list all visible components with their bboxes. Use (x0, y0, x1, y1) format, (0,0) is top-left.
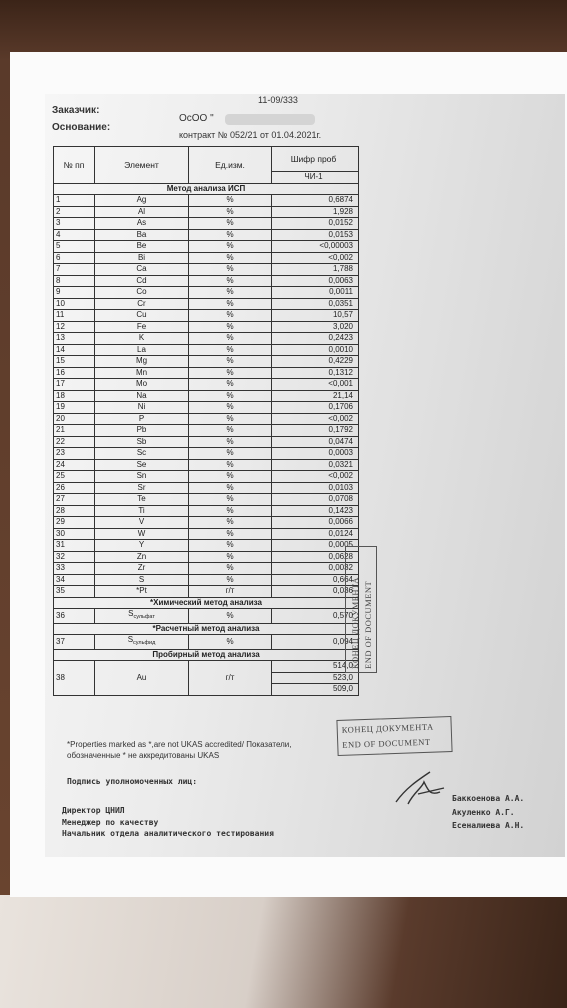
table-row (54, 390, 359, 402)
element-symbol: Y (95, 540, 189, 552)
result-value: 0,094 (272, 635, 359, 650)
row-number: 38 (54, 661, 95, 696)
method-icp: Метод анализа ИСП (54, 183, 359, 195)
row-number: 5 (54, 241, 95, 253)
table-row (54, 563, 359, 575)
unit: % (189, 206, 272, 218)
table-row (54, 321, 359, 333)
unit: % (189, 252, 272, 264)
table-row (54, 310, 359, 322)
element-symbol: Co (95, 287, 189, 299)
result-value: 509,0 (272, 684, 359, 696)
row-number: 31 (54, 540, 95, 552)
table-row (54, 264, 359, 276)
unit: % (189, 459, 272, 471)
method-row-fire-assay-label: Пробирный метод анализа (54, 649, 359, 661)
table-row (54, 218, 359, 230)
result-value: 0,570 (272, 609, 359, 624)
element-symbol (95, 635, 189, 650)
unit: г/т (189, 661, 272, 696)
element-symbol: K (95, 333, 189, 345)
element-symbol: S (95, 574, 189, 586)
unit: % (189, 379, 272, 391)
unit: % (189, 390, 272, 402)
element-symbol: Zn (95, 551, 189, 563)
result-value: 0,4229 (272, 356, 359, 368)
result-value: <0,002 (272, 413, 359, 425)
result-value: 0,0708 (272, 494, 359, 506)
table-row (54, 241, 359, 253)
result-value: 0,0321 (272, 459, 359, 471)
unit: % (189, 482, 272, 494)
end-of-document-stamp-vertical (345, 546, 377, 673)
row-number: 7 (54, 264, 95, 276)
end-of-document-stamp-horizontal (336, 716, 452, 756)
element-symbol-main: S (128, 609, 134, 618)
result-value: <0,002 (272, 471, 359, 483)
unit: % (189, 218, 272, 230)
element-symbol: Ba (95, 229, 189, 241)
element-symbol: Sb (95, 436, 189, 448)
row-number: 4 (54, 229, 95, 241)
col-element-header: Элемент (95, 147, 189, 184)
row-number: 19 (54, 402, 95, 414)
table-row (54, 413, 359, 425)
row-number: 21 (54, 425, 95, 437)
result-value: 0,0063 (272, 275, 359, 287)
row-number: 12 (54, 321, 95, 333)
result-value: 523,0 (272, 672, 359, 684)
method-row-fire-assay (54, 649, 359, 661)
element-symbol-subscript: сульфат (133, 614, 155, 620)
table-row (54, 367, 359, 379)
result-value: 0,0005 (272, 540, 359, 552)
element-symbol: Cu (95, 310, 189, 322)
unit: % (189, 540, 272, 552)
element-symbol: Ag (95, 195, 189, 207)
table-row (54, 298, 359, 310)
table-row-38-part (54, 661, 359, 673)
element-symbol-subscript: сульфид (133, 640, 156, 646)
result-value: 0,0066 (272, 517, 359, 529)
result-value: 0,1792 (272, 425, 359, 437)
table-row (54, 459, 359, 471)
result-value: <0,002 (272, 252, 359, 264)
unit: % (189, 528, 272, 540)
customer-value: ОсОО " (179, 113, 214, 124)
signatures-heading: Подпись уполномоченных лиц: (67, 777, 198, 786)
row-number: 3 (54, 218, 95, 230)
result-value: 0,0003 (272, 448, 359, 460)
result-value: 0,664 (272, 574, 359, 586)
table-row (54, 206, 359, 218)
table-row (54, 195, 359, 207)
result-value: 0,0474 (272, 436, 359, 448)
sample-code: ЧИ-1 (272, 172, 359, 184)
element-symbol: Fe (95, 321, 189, 333)
background-cloth (0, 895, 567, 1008)
unit: % (189, 287, 272, 299)
table-row-36 (54, 609, 359, 624)
table-row (54, 252, 359, 264)
row-number: 23 (54, 448, 95, 460)
result-value: 0,0011 (272, 287, 359, 299)
unit: % (189, 275, 272, 287)
stamp-text-ru: КОНЕЦ ДОКУМЕНТА (350, 577, 360, 669)
col-sample-header: Шифр проб (272, 147, 359, 172)
table-row (54, 229, 359, 241)
result-value: 0,0153 (272, 229, 359, 241)
unit: % (189, 436, 272, 448)
element-symbol: Ni (95, 402, 189, 414)
element-symbol: V (95, 517, 189, 529)
table-row (54, 402, 359, 414)
col-unit-header: Ед.изм. (189, 147, 272, 184)
unit: % (189, 494, 272, 506)
row-number: 11 (54, 310, 95, 322)
element-symbol: Ca (95, 264, 189, 276)
unit: % (189, 563, 272, 575)
row-number: 13 (54, 333, 95, 345)
unit: % (189, 344, 272, 356)
row-number: 29 (54, 517, 95, 529)
row-number: 22 (54, 436, 95, 448)
result-value: 0,0628 (272, 551, 359, 563)
basis-label: Основание: (52, 122, 111, 133)
unit: % (189, 321, 272, 333)
unit: % (189, 298, 272, 310)
unit: % (189, 425, 272, 437)
row-number: 10 (54, 298, 95, 310)
footnote-line-1: *Properties marked as *,are not UKAS accredited/ Показатели, (67, 740, 292, 749)
unit: % (189, 402, 272, 414)
element-symbol: Cr (95, 298, 189, 310)
element-symbol: Sn (95, 471, 189, 483)
row-number: 33 (54, 563, 95, 575)
row-number: 15 (54, 356, 95, 368)
element-symbol: Cd (95, 275, 189, 287)
element-symbol-main: S (127, 635, 134, 644)
row-number: 36 (54, 609, 95, 624)
table-row-37 (54, 635, 359, 650)
element-symbol: P (95, 413, 189, 425)
col-num-header: № пп (54, 147, 95, 184)
table-row (54, 333, 359, 345)
table-row (54, 494, 359, 506)
method-row-chemical-label: *Химический метод анализа (54, 597, 359, 609)
element-symbol: Be (95, 241, 189, 253)
row-number: 6 (54, 252, 95, 264)
result-value: 0,036 (272, 586, 359, 598)
element-symbol: Te (95, 494, 189, 506)
result-value: 0,1706 (272, 402, 359, 414)
table-row (54, 436, 359, 448)
table-row (54, 540, 359, 552)
result-value: 3,020 (272, 321, 359, 333)
result-value: 0,0351 (272, 298, 359, 310)
row-number: 27 (54, 494, 95, 506)
result-value: <0,00003 (272, 241, 359, 253)
name-head-of-department: Есеналиева А.Н. (452, 821, 525, 830)
row-number: 1 (54, 195, 95, 207)
row-number: 25 (54, 471, 95, 483)
stamp-text-en: END OF DOCUMENT (363, 580, 373, 669)
table-row (54, 551, 359, 563)
unit: % (189, 574, 272, 586)
row-number: 28 (54, 505, 95, 517)
method-row-icp (54, 183, 359, 195)
table-row (54, 517, 359, 529)
unit: % (189, 367, 272, 379)
results-table (53, 146, 359, 696)
element-symbol: Mg (95, 356, 189, 368)
result-value: 0,0152 (272, 218, 359, 230)
unit: % (189, 448, 272, 460)
method-row-chemical (54, 597, 359, 609)
table-row (54, 275, 359, 287)
row-number: 14 (54, 344, 95, 356)
element-symbol: Sc (95, 448, 189, 460)
unit: % (189, 635, 272, 650)
row-number: 35 (54, 586, 95, 598)
role-quality-manager: Менеджер по качеству (62, 818, 159, 827)
table-header-row (54, 147, 359, 172)
element-symbol: Ti (95, 505, 189, 517)
element-symbol: Se (95, 459, 189, 471)
result-value: 0,2423 (272, 333, 359, 345)
unit: % (189, 517, 272, 529)
unit: % (189, 264, 272, 276)
table-row (54, 448, 359, 460)
row-number: 16 (54, 367, 95, 379)
row-number: 37 (54, 635, 95, 650)
table-row (54, 356, 359, 368)
table-row (54, 379, 359, 391)
table-row (54, 586, 359, 598)
result-value: 0,1423 (272, 505, 359, 517)
table-row (54, 505, 359, 517)
result-value: 0,6874 (272, 195, 359, 207)
row-number: 32 (54, 551, 95, 563)
basis-value: контракт № 052/21 от 01.04.2021г. (179, 130, 322, 140)
table-row (54, 528, 359, 540)
unit: % (189, 505, 272, 517)
result-value: 514,0 (272, 661, 359, 673)
method-row-calculated (54, 623, 359, 635)
unit: % (189, 471, 272, 483)
element-symbol: Pb (95, 425, 189, 437)
element-symbol: Zr (95, 563, 189, 575)
table-row (54, 574, 359, 586)
row-number: 24 (54, 459, 95, 471)
element-symbol: As (95, 218, 189, 230)
unit: % (189, 356, 272, 368)
result-value: 0,0010 (272, 344, 359, 356)
method-row-calculated-label: *Расчетный метод анализа (54, 623, 359, 635)
unit: % (189, 609, 272, 624)
row-number: 18 (54, 390, 95, 402)
table-row (54, 344, 359, 356)
row-number: 8 (54, 275, 95, 287)
result-value: 0,1312 (272, 367, 359, 379)
results-table-body (54, 147, 359, 696)
element-symbol: Na (95, 390, 189, 402)
result-value: 1,788 (272, 264, 359, 276)
result-value: 21,14 (272, 390, 359, 402)
table-row (54, 471, 359, 483)
result-value: 10,57 (272, 310, 359, 322)
row-number: 20 (54, 413, 95, 425)
result-value: 0,0103 (272, 482, 359, 494)
element-symbol: Mn (95, 367, 189, 379)
row-number: 17 (54, 379, 95, 391)
unit: % (189, 551, 272, 563)
table-row (54, 425, 359, 437)
result-value: <0,001 (272, 379, 359, 391)
result-value: 0,0124 (272, 528, 359, 540)
unit: % (189, 241, 272, 253)
unit: % (189, 195, 272, 207)
footnote-line-2: обозначенные * не аккредитованы UKAS (67, 751, 220, 760)
element-symbol: Au (95, 661, 189, 696)
result-value: 1,928 (272, 206, 359, 218)
unit: г/т (189, 586, 272, 598)
element-symbol: Mo (95, 379, 189, 391)
element-symbol: Bi (95, 252, 189, 264)
doc-number: 11-09/333 (258, 95, 298, 105)
row-number: 30 (54, 528, 95, 540)
element-symbol (95, 609, 189, 624)
stamp-text-en: END OF DOCUMENT (342, 736, 431, 750)
row-number: 9 (54, 287, 95, 299)
stamp-text-ru: КОНЕЦ ДОКУМЕНТА (341, 721, 434, 735)
element-symbol: La (95, 344, 189, 356)
row-number: 34 (54, 574, 95, 586)
table-row (54, 287, 359, 299)
element-symbol: W (95, 528, 189, 540)
element-symbol: Sr (95, 482, 189, 494)
role-head-of-department: Начальник отдела аналитического тестирования (62, 829, 274, 838)
table-row (54, 482, 359, 494)
unit: % (189, 310, 272, 322)
unit: % (189, 333, 272, 345)
role-director: Директор ЦНИЛ (62, 806, 125, 815)
handwritten-signature (388, 768, 448, 813)
unit: % (189, 229, 272, 241)
redaction-smudge (225, 114, 315, 125)
element-symbol: Al (95, 206, 189, 218)
name-quality-manager: Акуленко А.Г. (452, 808, 515, 817)
name-director: Баккоенова А.А. (452, 794, 525, 803)
element-symbol: *Pt (95, 586, 189, 598)
row-number: 26 (54, 482, 95, 494)
result-value: 0,0032 (272, 563, 359, 575)
row-number: 2 (54, 206, 95, 218)
customer-label: Заказчик: (52, 105, 100, 116)
unit: % (189, 413, 272, 425)
